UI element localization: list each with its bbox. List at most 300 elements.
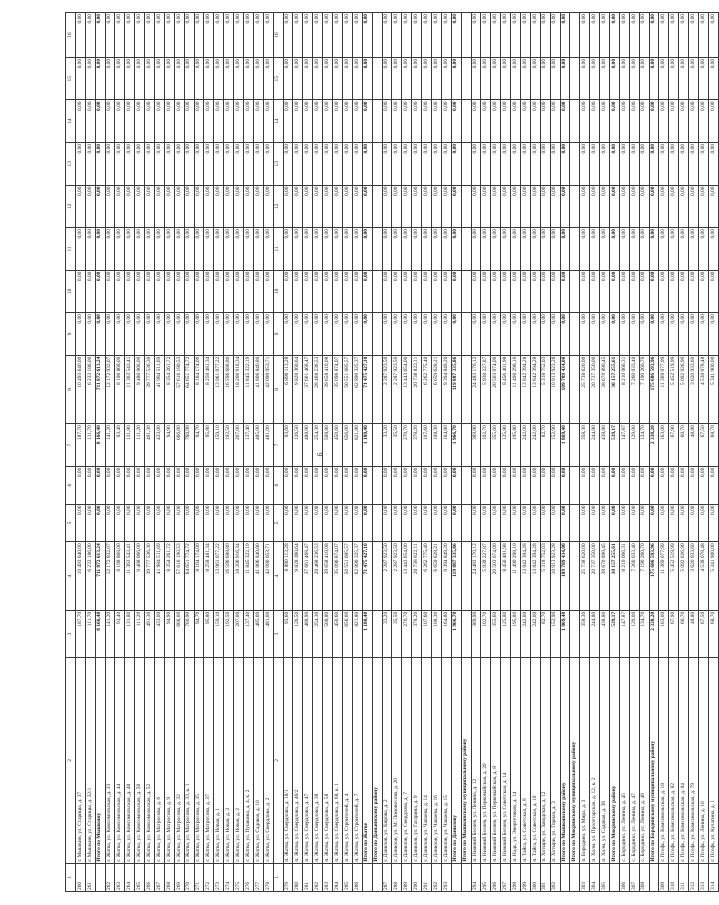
table-cell: 0,00: [253, 270, 263, 313]
table-cell: 9 828 360,64: [293, 355, 303, 424]
table-cell: 39 777 536,30: [145, 542, 155, 611]
table-cell: 0,00: [402, 228, 412, 271]
table-cell: 8 210 066,31: [619, 355, 629, 424]
table-cell: п. Жатва, ул. Строителей, д. 7: [352, 658, 362, 864]
table-cell: 0,00: [679, 313, 689, 356]
table-cell: 0,00: [125, 13, 135, 58]
table-cell: 309: [659, 863, 669, 891]
table-cell: 268: [164, 863, 174, 891]
table-cell: 1 869,40: [560, 610, 570, 657]
table-cell: 71 475 427,10: [362, 542, 372, 611]
table-cell: 0,00: [530, 57, 540, 100]
table-cell: 0,00: [224, 100, 234, 143]
table-cell: 0,00: [708, 504, 718, 542]
table-cell: 0,00: [145, 143, 155, 186]
table-cell: г. Жатва, ул. Матросова, д. 9: [164, 658, 174, 864]
total-row: [649, 13, 659, 892]
table-row: [501, 13, 511, 892]
table-cell: 0,00: [194, 466, 204, 504]
table-cell: Итого по Мышкинскому району: [560, 658, 570, 864]
table-cell: 265: [135, 863, 145, 891]
table-cell: 0,00: [333, 313, 343, 356]
table-cell: 0,00: [263, 13, 273, 58]
table-cell: 0,00: [362, 466, 372, 504]
table-cell: [461, 228, 471, 271]
table-cell: 281: [303, 863, 313, 891]
table-row: [708, 13, 718, 892]
table-cell: 0,00: [125, 228, 135, 271]
table-cell: 0,00: [342, 270, 352, 313]
table-row: [313, 13, 323, 892]
table-cell: 0,00: [155, 143, 165, 186]
table-cell: [570, 424, 580, 467]
table-cell: 0,00: [263, 466, 273, 504]
table-cell: 141,20: [105, 424, 115, 467]
table-cell: 508,80: [323, 424, 333, 467]
table-cell: 0,00: [609, 57, 619, 100]
table-cell: 0,00: [699, 13, 709, 58]
table-cell: 0,00: [580, 185, 590, 228]
table-row: [689, 13, 699, 892]
table-row: [699, 13, 709, 892]
table-cell: 0,00: [431, 100, 441, 143]
table-cell: 13 961 077,22: [214, 542, 224, 611]
table-cell: 0,00: [293, 228, 303, 271]
table-cell: 0,00: [520, 185, 530, 228]
table-cell: [461, 57, 471, 100]
table-cell: 0,00: [244, 270, 254, 313]
table-cell: 6: [273, 466, 283, 504]
table-cell: 0,00: [491, 13, 501, 58]
table-cell: 304: [590, 863, 600, 891]
table-cell: 0,00: [293, 270, 303, 313]
table-cell: 0,00: [511, 313, 521, 356]
table-cell: 0,00: [224, 504, 234, 542]
table-cell: 0,00: [184, 466, 194, 504]
table-row: [105, 13, 115, 892]
table-cell: 0,00: [659, 143, 669, 186]
table-cell: 0,00: [530, 228, 540, 271]
table-cell: 0,00: [530, 13, 540, 58]
table-cell: 0,00: [135, 313, 145, 356]
table-cell: 0,00: [471, 13, 481, 58]
table-row: [530, 13, 540, 892]
table-cell: [372, 542, 382, 611]
table-cell: [372, 228, 382, 271]
table-cell: 0,00: [155, 100, 165, 143]
table-cell: 0,00: [204, 466, 214, 504]
table-cell: 0,00: [511, 13, 521, 58]
table-cell: 13 842 394,28: [530, 542, 540, 611]
table-cell: 0,00: [323, 504, 333, 542]
table-cell: 0,00: [352, 313, 362, 356]
table-cell: 0,00: [669, 228, 679, 271]
table-cell: 41 984 511,69: [155, 542, 165, 611]
table-cell: 93,60: [283, 424, 293, 467]
table-cell: 0,00: [402, 270, 412, 313]
table-cell: 0,00: [155, 185, 165, 228]
table-cell: 0,00: [174, 313, 184, 356]
table-cell: 64 651 774,72: [184, 542, 194, 611]
table-cell: 6 262 775,40: [422, 542, 432, 611]
table-cell: 39 658 410,08: [323, 542, 333, 611]
table-cell: 0,00: [244, 57, 254, 100]
table-cell: 0,00: [511, 270, 521, 313]
table-cell: [461, 504, 471, 542]
table-cell: 0,00: [293, 313, 303, 356]
table-cell: 0,00: [560, 100, 570, 143]
table-cell: 0,00: [540, 504, 550, 542]
table-cell: п. Хотыри, ул. Заводская, д. 12: [540, 658, 550, 864]
table-cell: 0,00: [431, 504, 441, 542]
table-cell: 0,00: [244, 504, 254, 542]
table-cell: 0,00: [164, 185, 174, 228]
table-cell: 131,80: [125, 610, 135, 657]
rotated-table-frame: [65, 12, 716, 892]
table-cell: 0,00: [115, 504, 125, 542]
table-cell: 0,00: [580, 57, 590, 100]
table-cell: 0,00: [501, 143, 511, 186]
table-cell: 0,00: [253, 100, 263, 143]
table-cell: 358,30: [580, 424, 590, 467]
table-row: [441, 13, 451, 892]
table-cell: 0,00: [392, 466, 402, 504]
table-cell: 41 806 840,80: [253, 542, 263, 611]
table-cell: 0,00: [342, 57, 352, 100]
table-cell: 0,00: [75, 185, 85, 228]
table-cell: 0,00: [451, 185, 461, 228]
table-cell: 9 488 066,00: [135, 542, 145, 611]
table-cell: 0,00: [333, 466, 343, 504]
table-cell: 111,20: [135, 610, 145, 657]
table-cell: 488,90: [303, 610, 313, 657]
table-cell: 0,00: [164, 228, 174, 271]
table-cell: 20 503 074,00: [491, 542, 501, 611]
table-cell: 711 872 613,24: [95, 542, 105, 611]
table-cell: 0,00: [214, 57, 224, 100]
table-cell: 0,00: [283, 13, 293, 58]
table-cell: 4 538 078,48: [699, 542, 709, 611]
table-cell: 308: [639, 863, 649, 891]
table-cell: 7 260 033,40: [629, 542, 639, 611]
table-cell: 0,00: [184, 143, 194, 186]
table-cell: 0,00: [609, 504, 619, 542]
table-cell: 485,00: [253, 424, 263, 467]
table-cell: 0,00: [550, 185, 560, 228]
table-cell: 6 659 628,21: [431, 542, 441, 611]
table-cell: 0,00: [244, 466, 254, 504]
table-cell: 0,00: [609, 466, 619, 504]
table-cell: 3 620 933,60: [689, 542, 699, 611]
table-cell: 450,60: [333, 424, 343, 467]
table-cell: 48,80: [689, 424, 699, 467]
table-cell: г. Данилов, ул. Свердлова, д. 7: [402, 658, 412, 864]
table-cell: 261: [85, 863, 95, 891]
table-cell: 0,00: [194, 100, 204, 143]
table-cell: 60,70: [679, 424, 689, 467]
table-cell: 0,00: [550, 143, 560, 186]
table-cell: 297: [501, 863, 511, 891]
table-cell: 0,00: [75, 13, 85, 58]
table-row: [600, 13, 610, 892]
table-cell: 666,00: [174, 424, 184, 467]
table-cell: г. Жатва, ул. Пушкина, д. 4, к. 2: [244, 658, 254, 864]
table-cell: 0,00: [323, 57, 333, 100]
table-cell: 300: [530, 863, 540, 891]
table-cell: [372, 13, 382, 58]
table-cell: 0,00: [234, 504, 244, 542]
table-cell: 0,00: [708, 143, 718, 186]
table-cell: 302: [550, 863, 560, 891]
table-cell: 0,00: [352, 13, 362, 58]
table-cell: 93,40: [115, 610, 125, 657]
table-cell: 0,00: [590, 143, 600, 186]
table-cell: 57 616 190,53: [174, 355, 184, 424]
table-cell: 0,00: [431, 57, 441, 100]
table-cell: 11 845 322,19: [244, 355, 254, 424]
table-cell: 0,00: [263, 504, 273, 542]
table-cell: 0,00: [303, 313, 313, 356]
table-cell: 0,00: [194, 313, 204, 356]
table-cell: 0,00: [85, 270, 95, 313]
table-cell: 0,00: [639, 270, 649, 313]
table-cell: 0,00: [115, 185, 125, 228]
table-cell: 147,87: [619, 610, 629, 657]
table-cell: 0,00: [244, 313, 254, 356]
table-cell: 8 456 401,98: [501, 542, 511, 611]
table-cell: 0,00: [352, 143, 362, 186]
table-cell: 310: [669, 863, 679, 891]
table-cell: 0,00: [629, 143, 639, 186]
table-cell: 0,00: [580, 143, 590, 186]
table-cell: 0,00: [155, 313, 165, 356]
table-row: [540, 13, 550, 892]
table-cell: 0,00: [412, 185, 422, 228]
table-cell: 67,50: [699, 424, 709, 467]
table-cell: 0,00: [174, 466, 184, 504]
table-row: [293, 13, 303, 892]
table-cell: Итого по Мышкинскому муниципальному району: [461, 658, 471, 864]
table-cell: г. Жатва, ул. Комсомольская, д. 44: [115, 658, 125, 864]
table-cell: 0,00: [155, 57, 165, 100]
table-cell: 2 287 923,50: [392, 542, 402, 611]
table-cell: 0,00: [649, 313, 659, 356]
table-cell: 1: [273, 863, 283, 891]
table-cell: 94,70: [194, 424, 204, 467]
table-cell: 0,00: [619, 228, 629, 271]
table-cell: 286: [352, 863, 362, 891]
table-cell: 0,00: [382, 504, 392, 542]
page-number: 6: [315, 452, 325, 457]
table-cell: 293: [441, 863, 451, 891]
table-cell: 0,00: [234, 57, 244, 100]
table-cell: 0,00: [402, 313, 412, 356]
table-cell: 67,50: [699, 610, 709, 657]
table-row: [174, 13, 184, 892]
table-cell: 12: [273, 185, 283, 228]
table-cell: 0,00: [540, 143, 550, 186]
table-cell: г. Данилов, ул. Чапаева, д. 16: [431, 658, 441, 864]
table-cell: 0,00: [619, 100, 629, 143]
table-cell: 0,00: [283, 270, 293, 313]
table-cell: 0,00: [253, 143, 263, 186]
table-cell: г. Жатва, ул. Матросова, д. 32: [174, 658, 184, 864]
table-row: [204, 13, 214, 892]
table-cell: 760,90: [184, 610, 194, 657]
table-row: [145, 13, 155, 892]
table-cell: 0,00: [629, 228, 639, 271]
table-cell: 0,00: [135, 228, 145, 271]
table-cell: 307: [629, 863, 639, 891]
table-cell: 0,00: [520, 57, 530, 100]
table-cell: 0,00: [689, 270, 699, 313]
table-row: [164, 13, 174, 892]
table-cell: 0,00: [501, 466, 511, 504]
table-cell: 314: [708, 863, 718, 891]
table-cell: 0,00: [679, 228, 689, 271]
table-cell: 0,00: [253, 57, 263, 100]
table-cell: 108,30: [431, 424, 441, 467]
table-cell: 0,00: [491, 504, 501, 542]
table-cell: 284: [333, 863, 343, 891]
table-cell: [372, 100, 382, 143]
table-cell: 129,00: [629, 610, 639, 657]
table-cell: 0,00: [303, 466, 313, 504]
table-cell: 491,30: [145, 424, 155, 467]
table-cell: 438,80: [600, 424, 610, 467]
table-cell: 0,00: [194, 57, 204, 100]
table-cell: 0,00: [679, 270, 689, 313]
table-cell: 102,70: [481, 610, 491, 657]
table-row: [619, 13, 629, 892]
table-cell: 0,00: [639, 313, 649, 356]
table-row: [253, 13, 263, 892]
table-cell: 539,17: [609, 424, 619, 467]
table-cell: 0,00: [609, 270, 619, 313]
table-cell: 0,00: [481, 228, 491, 271]
table-cell: 355,60: [491, 424, 501, 467]
table-cell: 0,00: [511, 466, 521, 504]
table-cell: 0,00: [184, 270, 194, 313]
table-cell: 508,80: [323, 610, 333, 657]
table-cell: 0,00: [530, 143, 540, 186]
table-cell: 0,00: [649, 13, 659, 58]
table-cell: [461, 185, 471, 228]
table-cell: 0,00: [560, 185, 570, 228]
table-row: [431, 13, 441, 892]
table-cell: 12 172 932,07: [105, 542, 115, 611]
table-cell: 11 490 298,10: [511, 542, 521, 611]
table-cell: 0,00: [441, 185, 451, 228]
table-row: [580, 13, 590, 892]
table-cell: 0,00: [362, 13, 372, 58]
table-cell: г. Жатва, ул. Матросова, д. 35: [194, 658, 204, 864]
table-cell: 0,00: [441, 466, 451, 504]
table-cell: 0,00: [174, 185, 184, 228]
table-cell: 94,70: [194, 610, 204, 657]
table-cell: 0,00: [590, 185, 600, 228]
section-row: [570, 13, 580, 892]
table-cell: 0,00: [441, 57, 451, 100]
table-cell: 760,90: [184, 424, 194, 467]
table-cell: 0,00: [105, 143, 115, 186]
table-cell: 111,70: [85, 424, 95, 467]
table-cell: 0,00: [204, 13, 214, 58]
table-cell: 6 890 113,28: [283, 542, 293, 611]
table-cell: 0,00: [352, 100, 362, 143]
table-cell: [461, 355, 471, 424]
table-cell: 0,00: [560, 13, 570, 58]
table-cell: 0,00: [560, 504, 570, 542]
table-cell: 0,00: [708, 466, 718, 504]
table-cell: Итого по Жатве: [362, 658, 372, 864]
table-cell: 433,00: [155, 610, 165, 657]
table-cell: 0,00: [263, 100, 273, 143]
table-cell: 0,00: [441, 13, 451, 58]
table-cell: 0,00: [609, 185, 619, 228]
table-cell: п. Нижний Беляев, ул. Ленина, д. 12: [471, 658, 481, 864]
table-cell: 0,00: [95, 185, 105, 228]
table-cell: 0,00: [451, 13, 461, 58]
table-cell: 0,00: [204, 313, 214, 356]
table-cell: 0,00: [669, 143, 679, 186]
table-cell: [372, 57, 382, 100]
table-cell: 0,00: [283, 313, 293, 356]
table-cell: 0,00: [313, 100, 323, 143]
table-cell: 242,00: [520, 424, 530, 467]
table-cell: 285: [342, 863, 352, 891]
table-cell: Итого по Даньинскому району: [372, 658, 382, 864]
table-cell: 0,00: [431, 466, 441, 504]
table-cell: 0,00: [639, 504, 649, 542]
table-row: [382, 13, 392, 892]
table-cell: 0,00: [303, 228, 313, 271]
table-row: [224, 13, 234, 892]
table-cell: 68,70: [708, 610, 718, 657]
table-cell: 0,00: [135, 270, 145, 313]
table-cell: 163,00: [659, 424, 669, 467]
table-cell: 125,80: [501, 424, 511, 467]
table-cell: п. Жатва, ул. Свердлова, д. 46/2: [293, 658, 303, 864]
table-cell: 0,00: [629, 13, 639, 58]
table-cell: Итого по Мокринскому муниципальному району: [570, 658, 580, 864]
table-cell: 0,00: [431, 313, 441, 356]
table-cell: 35,50: [392, 610, 402, 657]
table-cell: 0,00: [253, 466, 263, 504]
table-cell: 159,10: [214, 610, 224, 657]
table-cell: 0,00: [550, 228, 560, 271]
table-cell: 273: [214, 863, 224, 891]
table-cell: 20 503 074,00: [491, 355, 501, 424]
table-cell: 0,00: [303, 504, 313, 542]
table-cell: 0,00: [491, 228, 501, 271]
table-cell: 1 966,70: [451, 424, 461, 467]
table-cell: п. Хотыри, ул. Горная, д. 3: [550, 658, 560, 864]
table-cell: 0,00: [412, 143, 422, 186]
table-cell: 0,00: [699, 185, 709, 228]
table-cell: 0,00: [224, 57, 234, 100]
table-cell: 0,00: [174, 57, 184, 100]
table-cell: 0,00: [659, 228, 669, 271]
table-cell: 30 157 255,61: [609, 542, 619, 611]
table-cell: 4: [273, 542, 283, 611]
table-cell: 0,00: [580, 13, 590, 58]
table-row: [422, 13, 432, 892]
table-cell: 279: [283, 863, 293, 891]
table-cell: [372, 313, 382, 356]
table-cell: 0,00: [234, 228, 244, 271]
table-cell: 10: [66, 270, 76, 313]
